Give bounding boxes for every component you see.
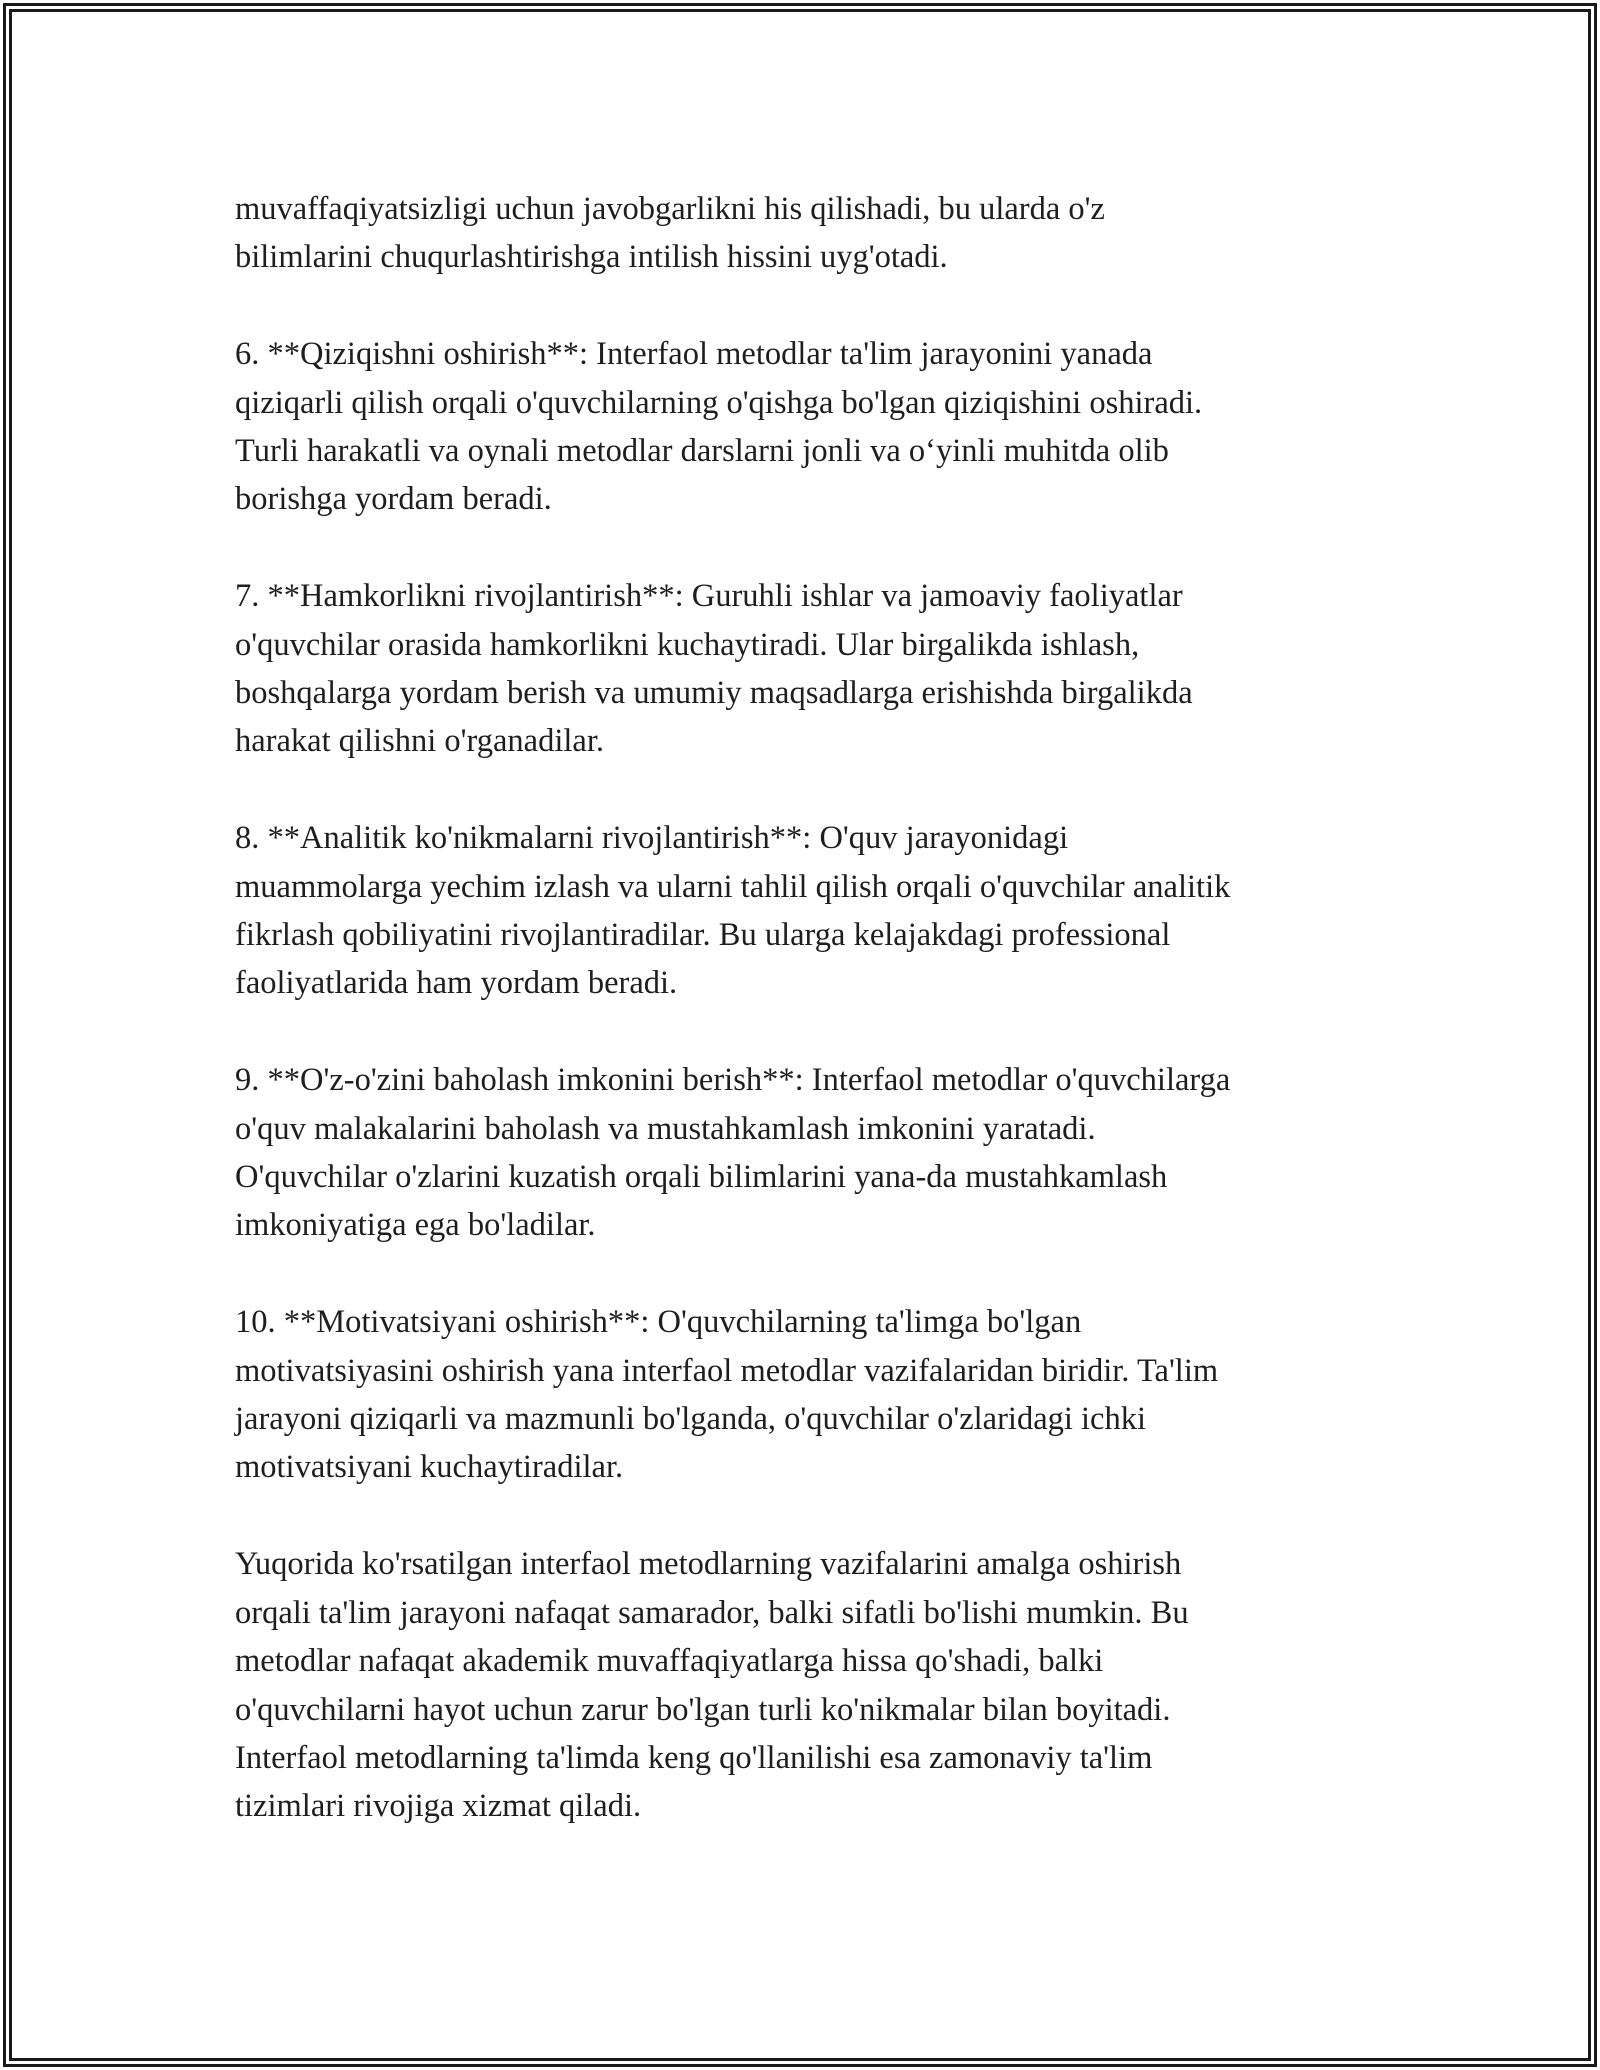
text-line: boshqalarga yordam berish va umumiy maqsadlarga erishishda birgalikda [235,675,1193,712]
text-line: harakat qilishni o'rganadilar. [235,723,604,760]
text-line: o'quvchilarni hayot uchun zarur bo'lgan turli ko'nikmalar bilan boyitadi. [235,1691,1171,1728]
text-line: motivatsiyani kuchaytiradilar. [235,1449,624,1486]
text-line: 10. **Motivatsiyani oshirish**: O'quvchilarning ta'limga bo'lgan [235,1304,1082,1341]
text-line: metodlar nafaqat akademik muvaffaqiyatlarga hissa qo'shadi, balki [235,1643,1104,1680]
text-line: Interfaol metodlarning ta'limda keng qo'llanilishi esa zamonaviy ta'lim [235,1739,1153,1776]
paragraph-conclusion [235,1540,1385,1830]
text-line: orqali ta'lim jarayoni nafaqat samarador, balki sifatli bo'lishi mumkin. Bu [235,1594,1189,1631]
text-line: Turli harakatli va oynali metodlar darslarni jonli va o‘yinli muhitda olib [235,433,1169,470]
paragraph-continuation [235,185,1385,282]
text-line: o'quvchilar orasida hamkorlikni kuchaytiradi. Ular birgalikda ishlash, [235,626,1140,663]
text-line: 9. **O'z-o'zini baholash imkonini berish**: Interfaol metodlar o'quvchilarga [235,1062,1231,1099]
text-line: qiziqarli qilish orqali o'quvchilarning o'qishga bo'lgan qiziqishini oshiradi. [235,384,1203,421]
text-line: O'quvchilar o'zlarini kuzatish orqali bilimlarini yana-da mustahkamlash [235,1159,1168,1196]
paragraph-item-6 [235,330,1385,524]
paragraph-item-9 [235,1056,1385,1250]
text-line: imkoniyatiga ega bo'ladilar. [235,1207,596,1244]
text-line: muvaffaqiyatsizligi uchun javobgarlikni his qilishadi, bu ularda o'z [235,191,1105,227]
text-line: Yuqorida ko'rsatilgan interfaol metodlarning vazifalarini amalga oshirish [235,1546,1182,1583]
paragraph-item-8 [235,814,1385,1008]
text-line: jarayoni qiziqarli va mazmunli bo'lganda, o'quvchilar o'zlaridagi ichki [235,1401,1147,1438]
text-line: muammolarga yechim izlash va ularni tahlil qilish orqali o'quvchilar analitik [235,868,1231,905]
paragraph-item-10 [235,1298,1385,1492]
text-line: borishga yordam beradi. [235,481,552,518]
document-body [235,185,1385,1879]
text-line: 7. **Hamkorlikni rivojlantirish**: Guruhli ishlar va jamoaviy faoliyatlar [235,578,1183,615]
text-line: tizimlari rivojiga xizmat qiladi. [235,1788,642,1825]
text-line: faoliyatlarida ham yordam beradi. [235,965,678,1002]
text-line: bilimlarini chuqurlashtirishga intilish hissini uyg'otadi. [235,239,948,276]
text-line: motivatsiyasini oshirish yana interfaol metodlar vazifalaridan biridir. Ta'lim [235,1352,1219,1389]
text-line: 6. **Qiziqishni oshirish**: Interfaol metodlar ta'lim jarayonini yanada [235,336,1153,373]
text-line: fikrlash qobiliyatini rivojlantiradilar. Bu ularga kelajakdagi professional [235,917,1171,954]
text-line: 8. **Analitik ko'nikmalarni rivojlantirish**: O'quv jarayonidagi [235,820,1069,857]
text-line: o'quv malakalarini baholash va mustahkamlash imkonini yaratadi. [235,1110,1096,1147]
paragraph-item-7 [235,572,1385,766]
